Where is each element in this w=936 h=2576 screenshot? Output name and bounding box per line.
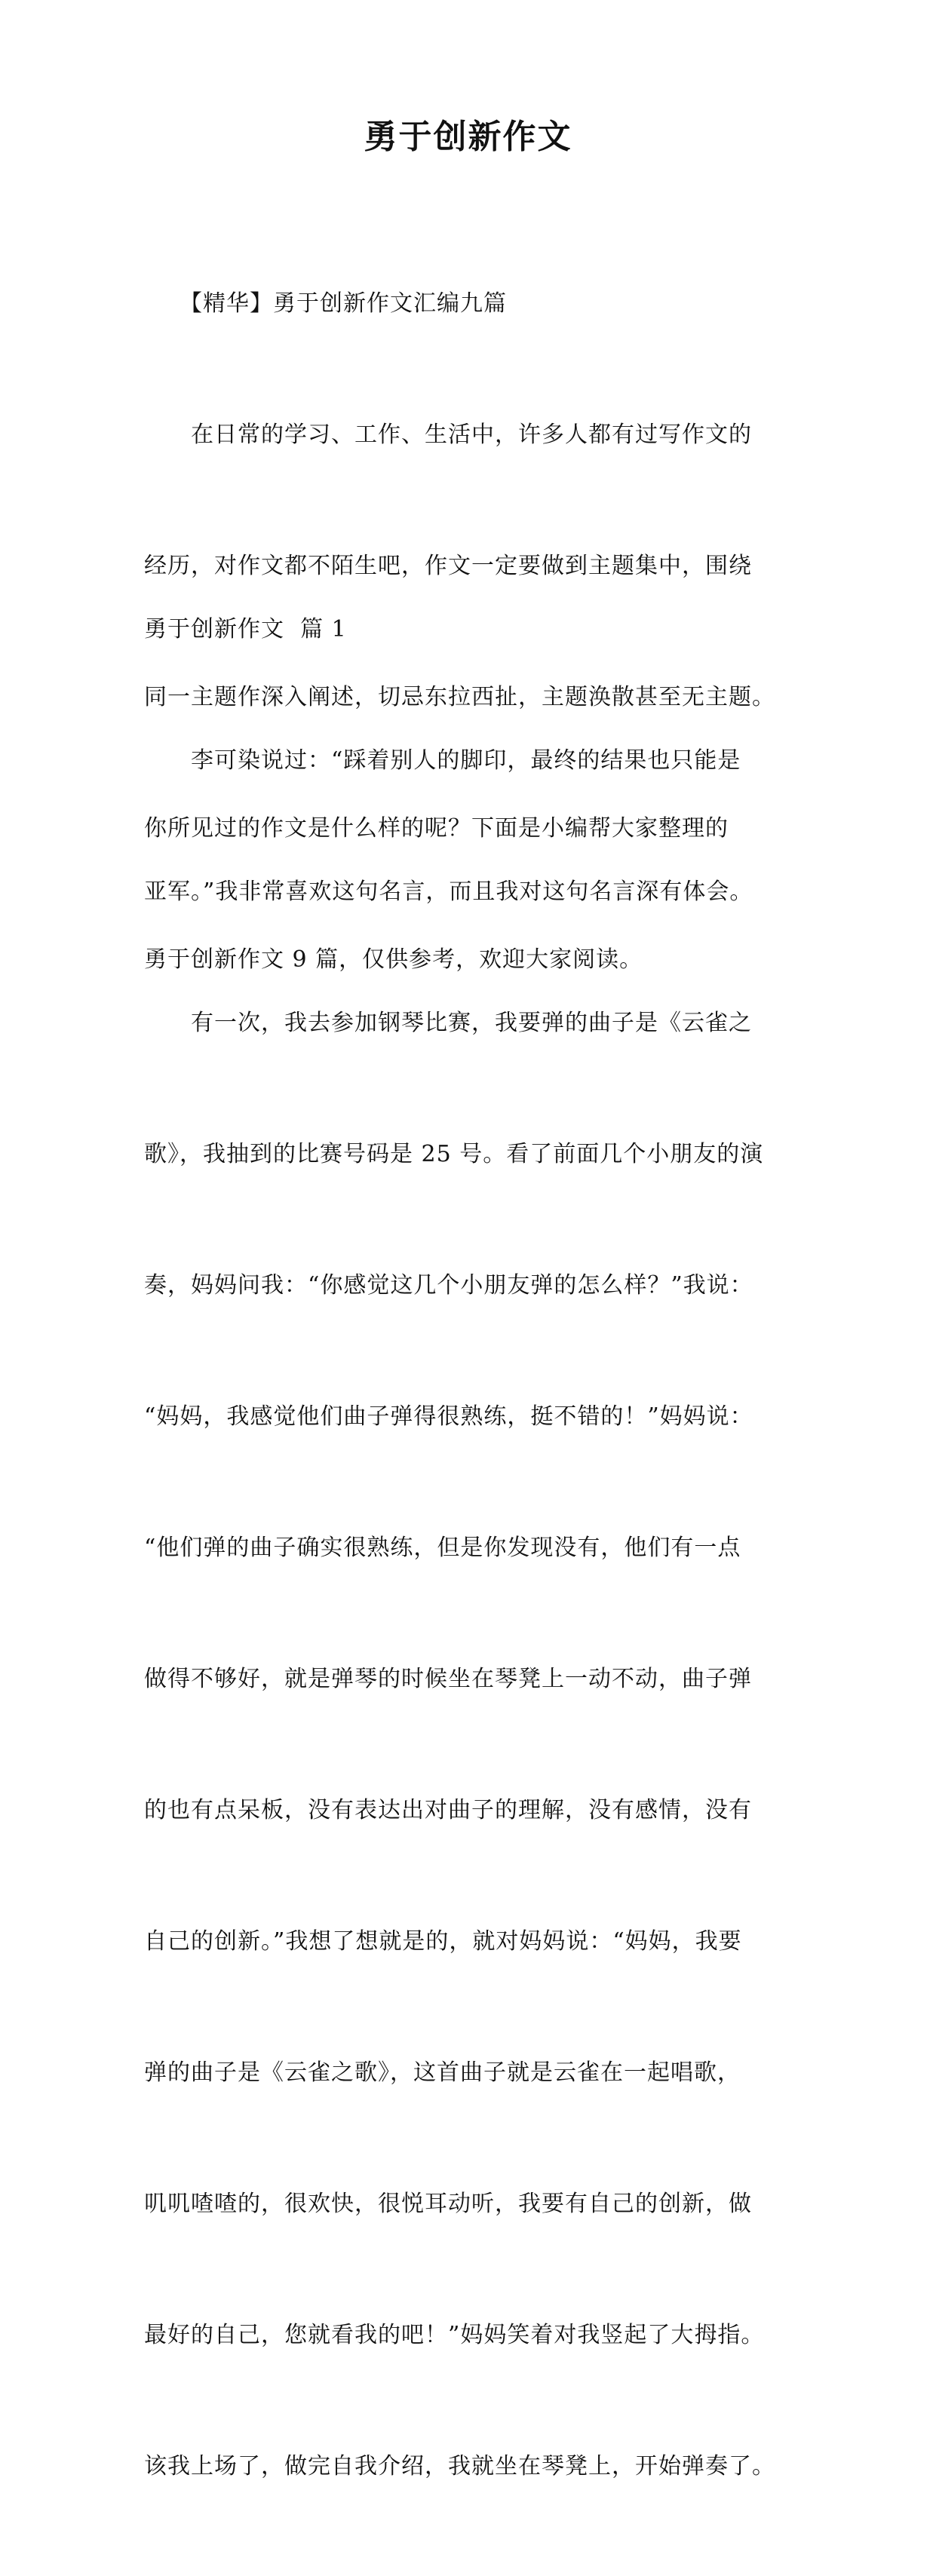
section-line: 最好的自己，您就看我的吧！”妈妈笑着对我竖起了大拇指。 [144,2322,765,2348]
section-line: 歌》，我抽到的比赛号码是 25 号。看了前面几个小朋友的演 [144,1141,764,1167]
intro-line: 在日常的学习、工作、生活中，许多人都有过写作文的 [144,422,752,448]
intro-line: 勇于创新作文 9 篇，仅供参考，欢迎大家阅读。 [144,946,643,973]
section-line: 的也有点呆板，没有表达出对曲子的理解，没有感情，没有 [144,1797,752,1823]
intro-line: 同一主题作深入阐述，切忌东拉西扯，主题涣散甚至无主题。 [144,684,775,710]
section-line: “他们弹的曲子确实很熟练，但是你发现没有，他们有一点 [144,1535,741,1561]
section-line: 做得不够好，就是弹琴的时候坐在琴凳上一动不动，曲子弹 [144,1666,752,1692]
section-line: 奏，妈妈问我：“你感觉这几个小朋友弹的怎么样？”我说： [144,1272,753,1299]
intro-line: 你所见过的作文是什么样的呢？下面是小编帮大家整理的 [144,815,729,842]
intro-line: 【精华】勇于创新作文汇编九篇 [144,290,507,317]
section-line: 该我上场了，做完自我介绍，我就坐在琴凳上，开始弹奏了。 [144,2453,775,2479]
section-block [144,520,808,2576]
section-line: 李可染说过：“踩着别人的脚印，最终的结果也只能是 [144,747,741,774]
document-title: 勇于创新作文 [364,118,572,156]
section-line: 有一次，我去参加钢琴比赛，我要弹的曲子是《云雀之 [144,1010,752,1036]
section-line: 亚军。”我非常喜欢这句名言，而且我对这句名言深有体会。 [144,879,753,905]
section-line: 叽叽喳喳的，很欢快，很悦耳动听，我要有自己的创新，做 [144,2191,752,2217]
section-line: 弹的曲子是《云雀之歌》，这首曲子就是云雀在一起唱歌， [144,2059,741,2086]
section-line: “妈妈，我感觉他们曲子弹得很熟练，挺不错的！”妈妈说： [144,1403,753,1430]
intro-line: 经历，对作文都不陌生吧，作文一定要做到主题集中，围绕 [144,553,752,579]
section-heading: 勇于创新作文 篇 1 [144,616,347,642]
section-line: 自己的创新。”我想了想就是的，就对妈妈说：“妈妈，我要 [144,1928,742,1955]
